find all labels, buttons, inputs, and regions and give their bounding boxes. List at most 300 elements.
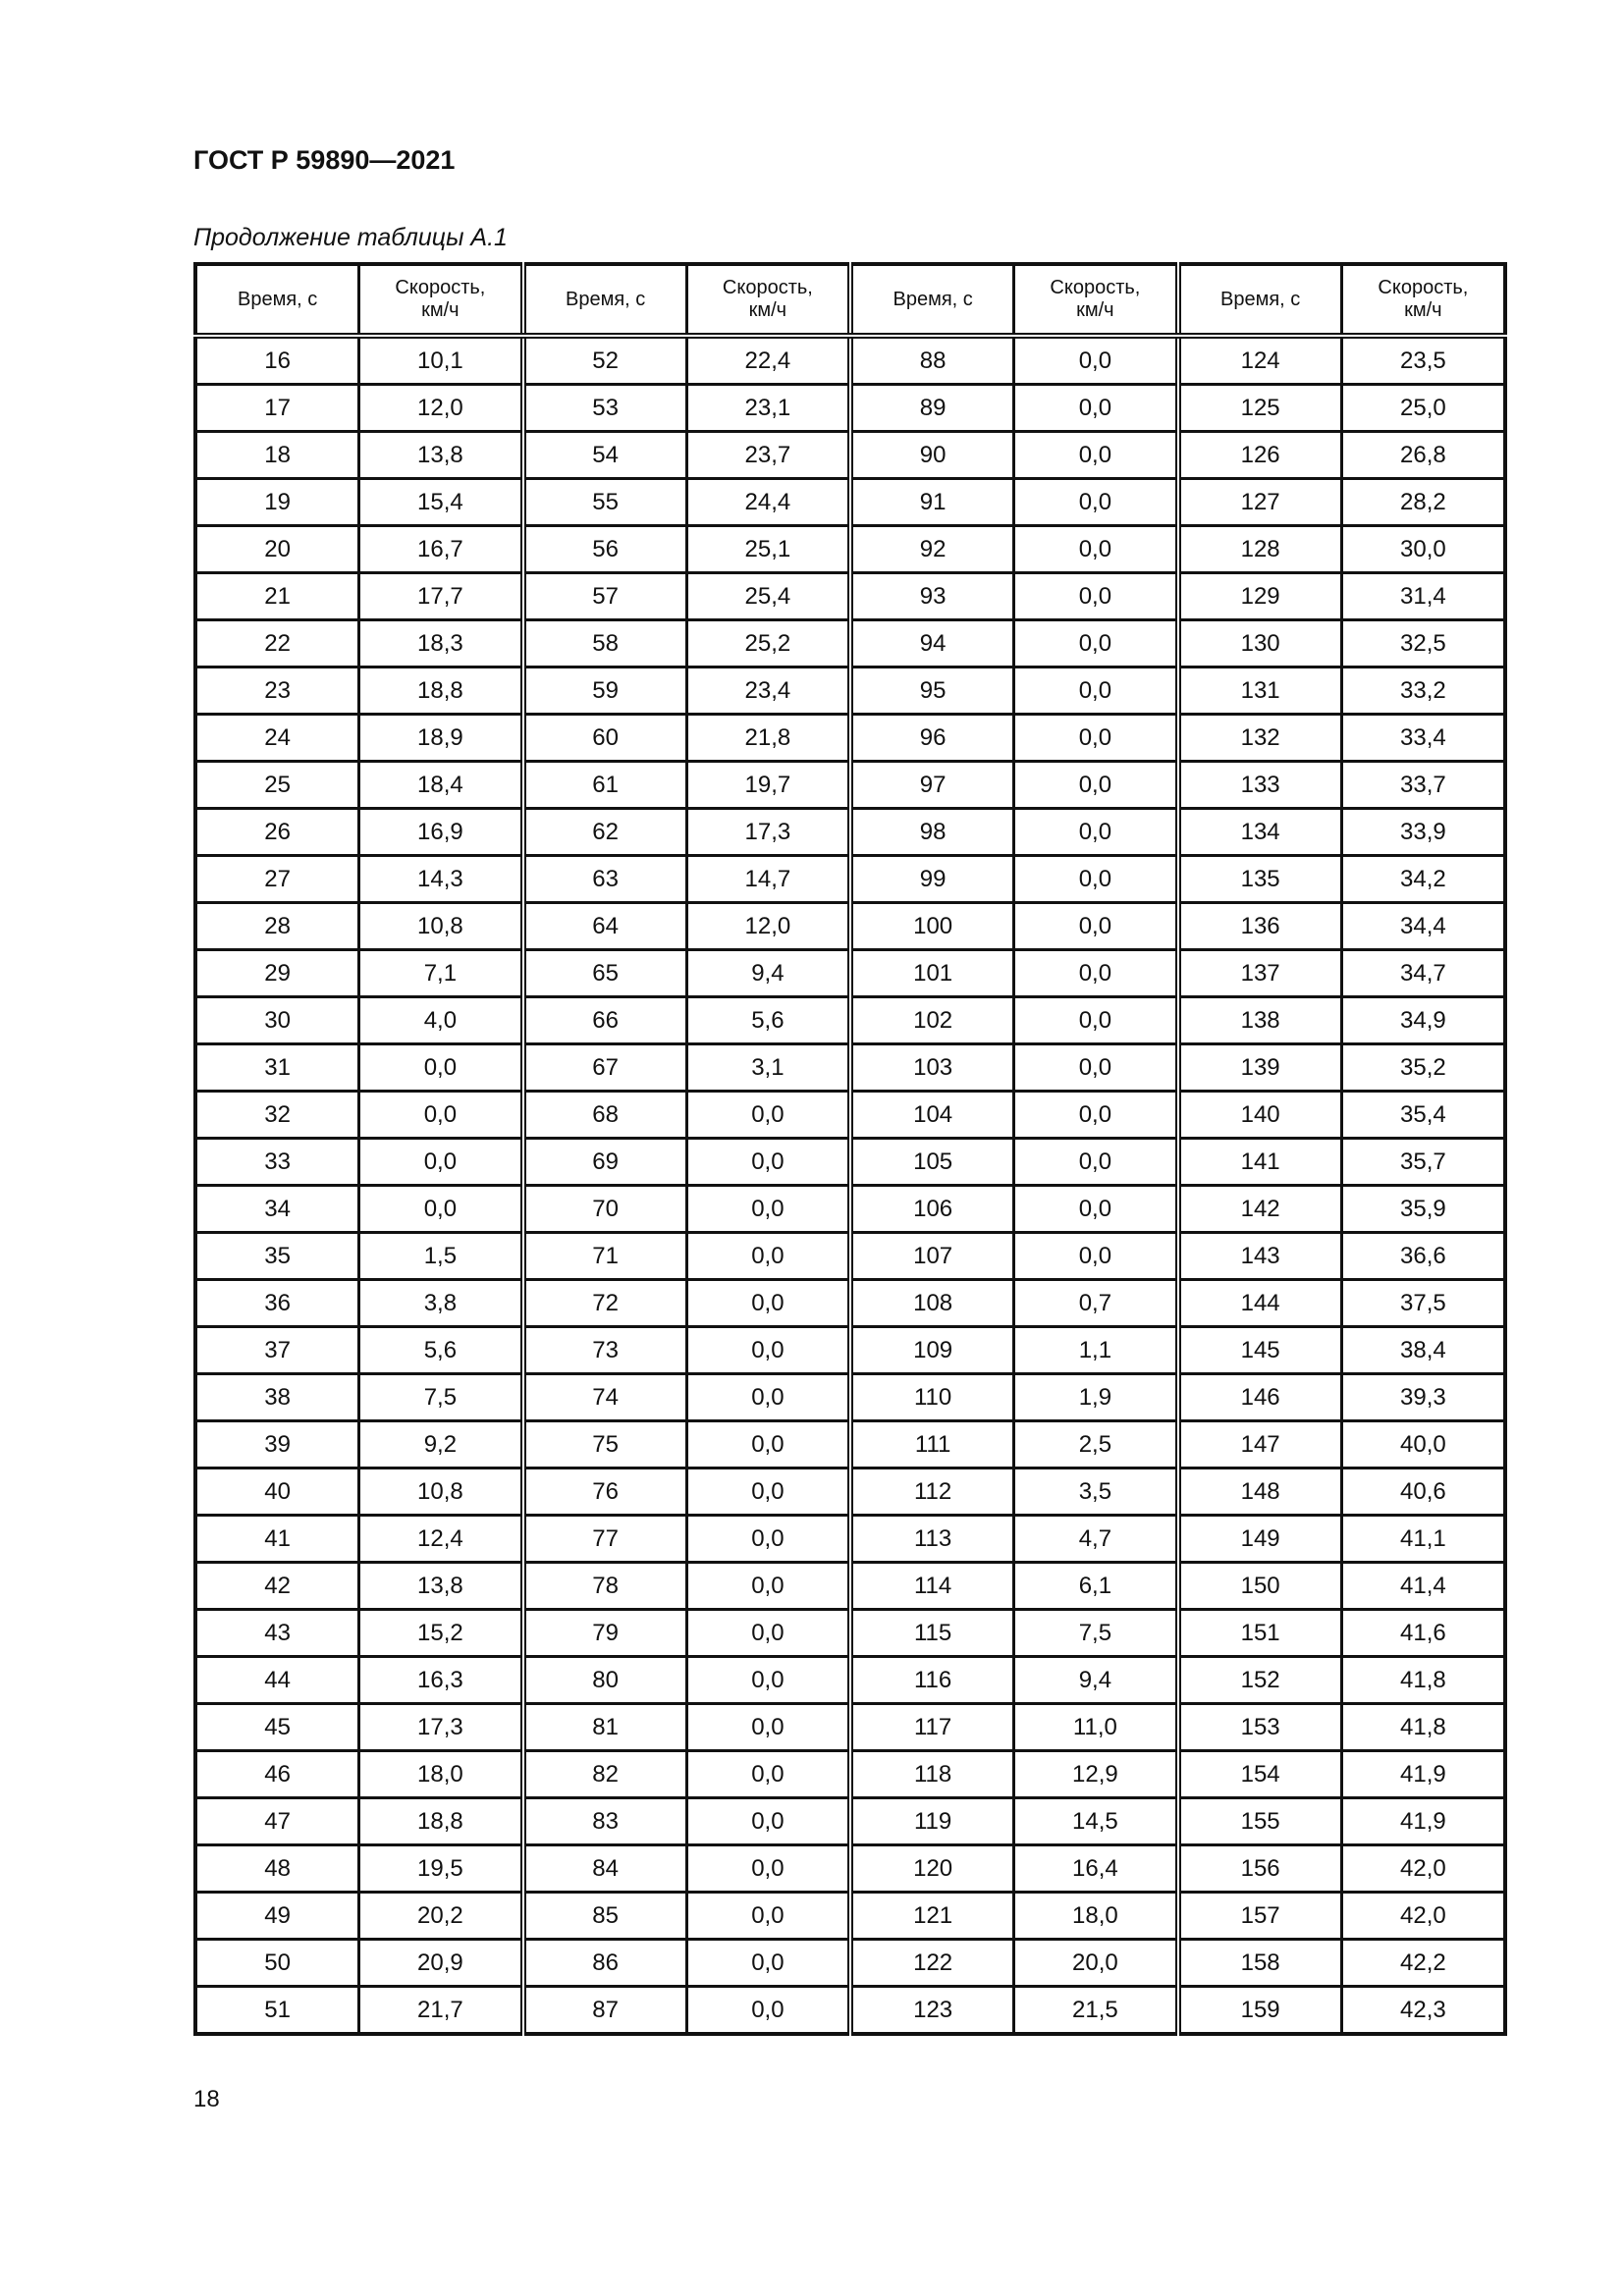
time-cell: 148 (1178, 1468, 1342, 1516)
speed-cell: 15,2 (359, 1610, 523, 1657)
speed-cell: 0,0 (686, 1610, 850, 1657)
speed-cell: 0,0 (359, 1139, 523, 1186)
speed-cell: 9,4 (686, 950, 850, 997)
time-cell: 68 (523, 1092, 687, 1139)
speed-cell: 22,4 (686, 336, 850, 385)
time-cell: 156 (1178, 1845, 1342, 1893)
time-cell: 94 (850, 620, 1014, 667)
time-cell: 34 (195, 1186, 359, 1233)
time-cell: 42 (195, 1563, 359, 1610)
table-row (195, 1751, 1505, 1798)
speed-cell: 25,2 (686, 620, 850, 667)
speed-cell: 0,0 (686, 1657, 850, 1704)
time-cell: 117 (850, 1704, 1014, 1751)
time-cell: 141 (1178, 1139, 1342, 1186)
speed-cell: 9,2 (359, 1421, 523, 1468)
time-cell: 135 (1178, 856, 1342, 903)
time-cell: 137 (1178, 950, 1342, 997)
time-cell: 85 (523, 1893, 687, 1940)
speed-cell: 39,3 (1341, 1374, 1505, 1421)
speed-cell: 4,7 (1014, 1516, 1178, 1563)
table-header-row (195, 264, 1505, 336)
speed-cell: 16,9 (359, 809, 523, 856)
speed-cell: 14,5 (1014, 1798, 1178, 1845)
table-row (195, 950, 1505, 997)
speed-cell: 17,7 (359, 573, 523, 620)
speed-cell: 20,0 (1014, 1940, 1178, 1987)
time-cell: 93 (850, 573, 1014, 620)
table-row (195, 1327, 1505, 1374)
speed-cell: 17,3 (686, 809, 850, 856)
time-cell: 32 (195, 1092, 359, 1139)
time-cell: 44 (195, 1657, 359, 1704)
header-speed (359, 264, 523, 336)
speed-cell: 11,0 (1014, 1704, 1178, 1751)
time-cell: 134 (1178, 809, 1342, 856)
time-cell: 154 (1178, 1751, 1342, 1798)
speed-cell: 33,2 (1341, 667, 1505, 715)
speed-cell: 3,1 (686, 1044, 850, 1092)
speed-cell: 35,9 (1341, 1186, 1505, 1233)
time-cell: 78 (523, 1563, 687, 1610)
time-cell: 99 (850, 856, 1014, 903)
time-cell: 91 (850, 479, 1014, 526)
table-row (195, 1468, 1505, 1516)
speed-cell: 3,5 (1014, 1468, 1178, 1516)
time-cell: 89 (850, 385, 1014, 432)
time-cell: 125 (1178, 385, 1342, 432)
table-row (195, 809, 1505, 856)
table-row (195, 1044, 1505, 1092)
time-cell: 106 (850, 1186, 1014, 1233)
time-cell: 67 (523, 1044, 687, 1092)
speed-cell: 4,0 (359, 997, 523, 1044)
time-cell: 27 (195, 856, 359, 903)
speed-cell: 10,1 (359, 336, 523, 385)
speed-cell: 30,0 (1341, 526, 1505, 573)
time-cell: 23 (195, 667, 359, 715)
header-speed-line1: Скорость, (395, 277, 486, 298)
speed-cell: 21,7 (359, 1987, 523, 2035)
time-cell: 61 (523, 762, 687, 809)
time-cell: 126 (1178, 432, 1342, 479)
table-row (195, 1421, 1505, 1468)
table-row (195, 573, 1505, 620)
speed-cell: 17,3 (359, 1704, 523, 1751)
time-cell: 21 (195, 573, 359, 620)
table-row (195, 1845, 1505, 1893)
time-cell: 128 (1178, 526, 1342, 573)
time-cell: 45 (195, 1704, 359, 1751)
time-cell: 19 (195, 479, 359, 526)
time-cell: 70 (523, 1186, 687, 1233)
time-cell: 111 (850, 1421, 1014, 1468)
time-cell: 82 (523, 1751, 687, 1798)
speed-cell: 42,3 (1341, 1987, 1505, 2035)
speed-cell: 12,4 (359, 1516, 523, 1563)
speed-cell: 0,0 (1014, 479, 1178, 526)
time-cell: 158 (1178, 1940, 1342, 1987)
table-row (195, 479, 1505, 526)
time-cell: 72 (523, 1280, 687, 1327)
time-cell: 39 (195, 1421, 359, 1468)
speed-cell: 42,0 (1341, 1893, 1505, 1940)
time-cell: 152 (1178, 1657, 1342, 1704)
time-cell: 102 (850, 997, 1014, 1044)
speed-cell: 41,9 (1341, 1751, 1505, 1798)
speed-cell: 19,7 (686, 762, 850, 809)
speed-cell: 0,0 (1014, 762, 1178, 809)
time-cell: 129 (1178, 573, 1342, 620)
speed-cell: 7,1 (359, 950, 523, 997)
table-caption: Продолжение таблицы А.1 (193, 224, 508, 251)
speed-cell: 32,5 (1341, 620, 1505, 667)
table-row (195, 762, 1505, 809)
time-cell: 103 (850, 1044, 1014, 1092)
table-row (195, 1798, 1505, 1845)
header-time: Время, с (195, 264, 359, 336)
time-cell: 65 (523, 950, 687, 997)
speed-cell: 7,5 (359, 1374, 523, 1421)
speed-cell: 0,0 (686, 1845, 850, 1893)
speed-cell: 0,0 (686, 1186, 850, 1233)
speed-cell: 21,8 (686, 715, 850, 762)
speed-cell: 16,3 (359, 1657, 523, 1704)
time-cell: 100 (850, 903, 1014, 950)
time-cell: 127 (1178, 479, 1342, 526)
header-speed-unit: км/ч (1404, 299, 1442, 321)
time-cell: 133 (1178, 762, 1342, 809)
time-cell: 80 (523, 1657, 687, 1704)
time-cell: 86 (523, 1940, 687, 1987)
header-speed-line1: Скорость, (1050, 277, 1141, 298)
speed-cell: 36,6 (1341, 1233, 1505, 1280)
table-row (195, 1704, 1505, 1751)
time-cell: 36 (195, 1280, 359, 1327)
table-row (195, 1374, 1505, 1421)
time-cell: 57 (523, 573, 687, 620)
speed-cell: 25,4 (686, 573, 850, 620)
time-cell: 113 (850, 1516, 1014, 1563)
time-cell: 96 (850, 715, 1014, 762)
speed-cell: 16,7 (359, 526, 523, 573)
time-cell: 112 (850, 1468, 1014, 1516)
table-row (195, 620, 1505, 667)
time-cell: 76 (523, 1468, 687, 1516)
speed-cell: 1,1 (1014, 1327, 1178, 1374)
speed-cell: 0,0 (1014, 336, 1178, 385)
speed-cell: 41,8 (1341, 1704, 1505, 1751)
speed-cell: 34,2 (1341, 856, 1505, 903)
header-speed-unit: км/ч (748, 299, 787, 321)
time-cell: 88 (850, 336, 1014, 385)
time-cell: 26 (195, 809, 359, 856)
header-time: Время, с (1178, 264, 1342, 336)
table-row (195, 1940, 1505, 1987)
time-cell: 50 (195, 1940, 359, 1987)
time-cell: 119 (850, 1798, 1014, 1845)
time-cell: 51 (195, 1987, 359, 2035)
speed-cell: 0,0 (686, 1798, 850, 1845)
speed-cell: 0,0 (686, 1233, 850, 1280)
time-cell: 150 (1178, 1563, 1342, 1610)
time-cell: 71 (523, 1233, 687, 1280)
time-cell: 138 (1178, 997, 1342, 1044)
speed-time-table (193, 262, 1507, 2036)
time-cell: 52 (523, 336, 687, 385)
time-cell: 33 (195, 1139, 359, 1186)
time-cell: 62 (523, 809, 687, 856)
time-cell: 28 (195, 903, 359, 950)
speed-cell: 41,8 (1341, 1657, 1505, 1704)
time-cell: 25 (195, 762, 359, 809)
time-cell: 136 (1178, 903, 1342, 950)
time-cell: 43 (195, 1610, 359, 1657)
table-row (195, 856, 1505, 903)
header-time: Время, с (523, 264, 687, 336)
table-row (195, 1563, 1505, 1610)
speed-cell: 0,0 (686, 1327, 850, 1374)
speed-cell: 28,2 (1341, 479, 1505, 526)
time-cell: 79 (523, 1610, 687, 1657)
speed-cell: 0,0 (1014, 573, 1178, 620)
speed-cell: 0,0 (686, 1139, 850, 1186)
speed-cell: 0,0 (1014, 997, 1178, 1044)
speed-cell: 0,0 (1014, 1139, 1178, 1186)
time-cell: 159 (1178, 1987, 1342, 2035)
time-cell: 139 (1178, 1044, 1342, 1092)
time-cell: 123 (850, 1987, 1014, 2035)
speed-cell: 23,7 (686, 432, 850, 479)
time-cell: 16 (195, 336, 359, 385)
speed-cell: 0,0 (1014, 620, 1178, 667)
speed-cell: 14,3 (359, 856, 523, 903)
time-cell: 146 (1178, 1374, 1342, 1421)
time-cell: 53 (523, 385, 687, 432)
speed-cell: 20,2 (359, 1893, 523, 1940)
table-row (195, 997, 1505, 1044)
speed-cell: 21,5 (1014, 1987, 1178, 2035)
speed-cell: 26,8 (1341, 432, 1505, 479)
speed-cell: 42,2 (1341, 1940, 1505, 1987)
time-cell: 90 (850, 432, 1014, 479)
document-title: ГОСТ Р 59890—2021 (193, 145, 456, 175)
speed-cell: 0,0 (1014, 950, 1178, 997)
speed-cell: 0,0 (686, 1280, 850, 1327)
speed-cell: 41,6 (1341, 1610, 1505, 1657)
speed-cell: 18,8 (359, 1798, 523, 1845)
speed-cell: 18,0 (1014, 1893, 1178, 1940)
time-cell: 118 (850, 1751, 1014, 1798)
time-cell: 55 (523, 479, 687, 526)
speed-cell: 33,9 (1341, 809, 1505, 856)
speed-cell: 38,4 (1341, 1327, 1505, 1374)
time-cell: 73 (523, 1327, 687, 1374)
time-cell: 47 (195, 1798, 359, 1845)
speed-cell: 20,9 (359, 1940, 523, 1987)
time-cell: 115 (850, 1610, 1014, 1657)
speed-cell: 41,4 (1341, 1563, 1505, 1610)
time-cell: 147 (1178, 1421, 1342, 1468)
speed-cell: 0,0 (359, 1044, 523, 1092)
speed-cell: 0,0 (686, 1374, 850, 1421)
speed-cell: 25,0 (1341, 385, 1505, 432)
time-cell: 56 (523, 526, 687, 573)
table-row (195, 667, 1505, 715)
header-speed-line1: Скорость, (722, 277, 813, 298)
speed-cell: 0,0 (1014, 667, 1178, 715)
time-cell: 104 (850, 1092, 1014, 1139)
speed-cell: 33,7 (1341, 762, 1505, 809)
time-cell: 81 (523, 1704, 687, 1751)
time-cell: 64 (523, 903, 687, 950)
speed-cell: 18,3 (359, 620, 523, 667)
time-cell: 149 (1178, 1516, 1342, 1563)
speed-cell: 1,9 (1014, 1374, 1178, 1421)
time-cell: 41 (195, 1516, 359, 1563)
time-cell: 108 (850, 1280, 1014, 1327)
time-cell: 151 (1178, 1610, 1342, 1657)
time-cell: 20 (195, 526, 359, 573)
speed-cell: 18,0 (359, 1751, 523, 1798)
time-cell: 155 (1178, 1798, 1342, 1845)
time-cell: 77 (523, 1516, 687, 1563)
time-cell: 58 (523, 620, 687, 667)
table-row (195, 432, 1505, 479)
speed-cell: 0,7 (1014, 1280, 1178, 1327)
time-cell: 144 (1178, 1280, 1342, 1327)
table-row (195, 526, 1505, 573)
speed-cell: 31,4 (1341, 573, 1505, 620)
time-cell: 17 (195, 385, 359, 432)
time-cell: 74 (523, 1374, 687, 1421)
time-cell: 131 (1178, 667, 1342, 715)
table-row (195, 385, 1505, 432)
speed-cell: 0,0 (1014, 715, 1178, 762)
time-cell: 132 (1178, 715, 1342, 762)
time-cell: 87 (523, 1987, 687, 2035)
speed-cell: 35,4 (1341, 1092, 1505, 1139)
speed-cell: 34,4 (1341, 903, 1505, 950)
time-cell: 37 (195, 1327, 359, 1374)
time-cell: 116 (850, 1657, 1014, 1704)
time-cell: 130 (1178, 620, 1342, 667)
speed-cell: 12,0 (686, 903, 850, 950)
speed-cell: 0,0 (1014, 1044, 1178, 1092)
speed-cell: 0,0 (359, 1092, 523, 1139)
speed-cell: 15,4 (359, 479, 523, 526)
time-cell: 49 (195, 1893, 359, 1940)
time-cell: 97 (850, 762, 1014, 809)
time-cell: 40 (195, 1468, 359, 1516)
speed-cell: 40,6 (1341, 1468, 1505, 1516)
time-cell: 24 (195, 715, 359, 762)
table-row (195, 1233, 1505, 1280)
speed-cell: 0,0 (1014, 1092, 1178, 1139)
speed-cell: 0,0 (1014, 385, 1178, 432)
table-row (195, 1657, 1505, 1704)
time-cell: 122 (850, 1940, 1014, 1987)
speed-cell: 0,0 (1014, 1233, 1178, 1280)
time-cell: 46 (195, 1751, 359, 1798)
speed-cell: 10,8 (359, 1468, 523, 1516)
speed-cell: 33,4 (1341, 715, 1505, 762)
speed-cell: 42,0 (1341, 1845, 1505, 1893)
speed-cell: 18,4 (359, 762, 523, 809)
table-row (195, 1139, 1505, 1186)
time-cell: 60 (523, 715, 687, 762)
speed-cell: 0,0 (1014, 809, 1178, 856)
time-cell: 69 (523, 1139, 687, 1186)
time-cell: 54 (523, 432, 687, 479)
speed-cell: 0,0 (686, 1563, 850, 1610)
speed-cell: 0,0 (686, 1516, 850, 1563)
header-time: Время, с (850, 264, 1014, 336)
speed-cell: 13,8 (359, 1563, 523, 1610)
header-speed (1341, 264, 1505, 336)
time-cell: 124 (1178, 336, 1342, 385)
time-cell: 38 (195, 1374, 359, 1421)
time-cell: 121 (850, 1893, 1014, 1940)
speed-cell: 41,9 (1341, 1798, 1505, 1845)
speed-cell: 14,7 (686, 856, 850, 903)
table-row (195, 336, 1505, 385)
time-cell: 143 (1178, 1233, 1342, 1280)
speed-cell: 0,0 (686, 1421, 850, 1468)
speed-cell: 37,5 (1341, 1280, 1505, 1327)
speed-cell: 0,0 (686, 1893, 850, 1940)
speed-cell: 18,8 (359, 667, 523, 715)
speed-cell: 0,0 (686, 1987, 850, 2035)
time-cell: 30 (195, 997, 359, 1044)
time-cell: 63 (523, 856, 687, 903)
time-cell: 29 (195, 950, 359, 997)
speed-cell: 0,0 (1014, 903, 1178, 950)
header-speed-unit: км/ч (1076, 299, 1114, 321)
table-row (195, 1516, 1505, 1563)
table-row (195, 1092, 1505, 1139)
speed-cell: 0,0 (1014, 432, 1178, 479)
speed-cell: 0,0 (686, 1468, 850, 1516)
time-cell: 31 (195, 1044, 359, 1092)
table-row (195, 715, 1505, 762)
speed-cell: 10,8 (359, 903, 523, 950)
time-cell: 114 (850, 1563, 1014, 1610)
time-cell: 98 (850, 809, 1014, 856)
speed-cell: 5,6 (686, 997, 850, 1044)
table-row (195, 903, 1505, 950)
speed-cell: 0,0 (1014, 1186, 1178, 1233)
speed-cell: 0,0 (686, 1704, 850, 1751)
page-number: 18 (193, 2086, 220, 2112)
table-row (195, 1186, 1505, 1233)
time-cell: 153 (1178, 1704, 1342, 1751)
time-cell: 101 (850, 950, 1014, 997)
speed-cell: 19,5 (359, 1845, 523, 1893)
speed-cell: 12,0 (359, 385, 523, 432)
time-cell: 95 (850, 667, 1014, 715)
time-cell: 109 (850, 1327, 1014, 1374)
speed-cell: 25,1 (686, 526, 850, 573)
header-speed (686, 264, 850, 336)
speed-cell: 23,5 (1341, 336, 1505, 385)
table-row (195, 1987, 1505, 2035)
speed-cell: 24,4 (686, 479, 850, 526)
time-cell: 92 (850, 526, 1014, 573)
speed-cell: 2,5 (1014, 1421, 1178, 1468)
speed-cell: 16,4 (1014, 1845, 1178, 1893)
speed-cell: 13,8 (359, 432, 523, 479)
